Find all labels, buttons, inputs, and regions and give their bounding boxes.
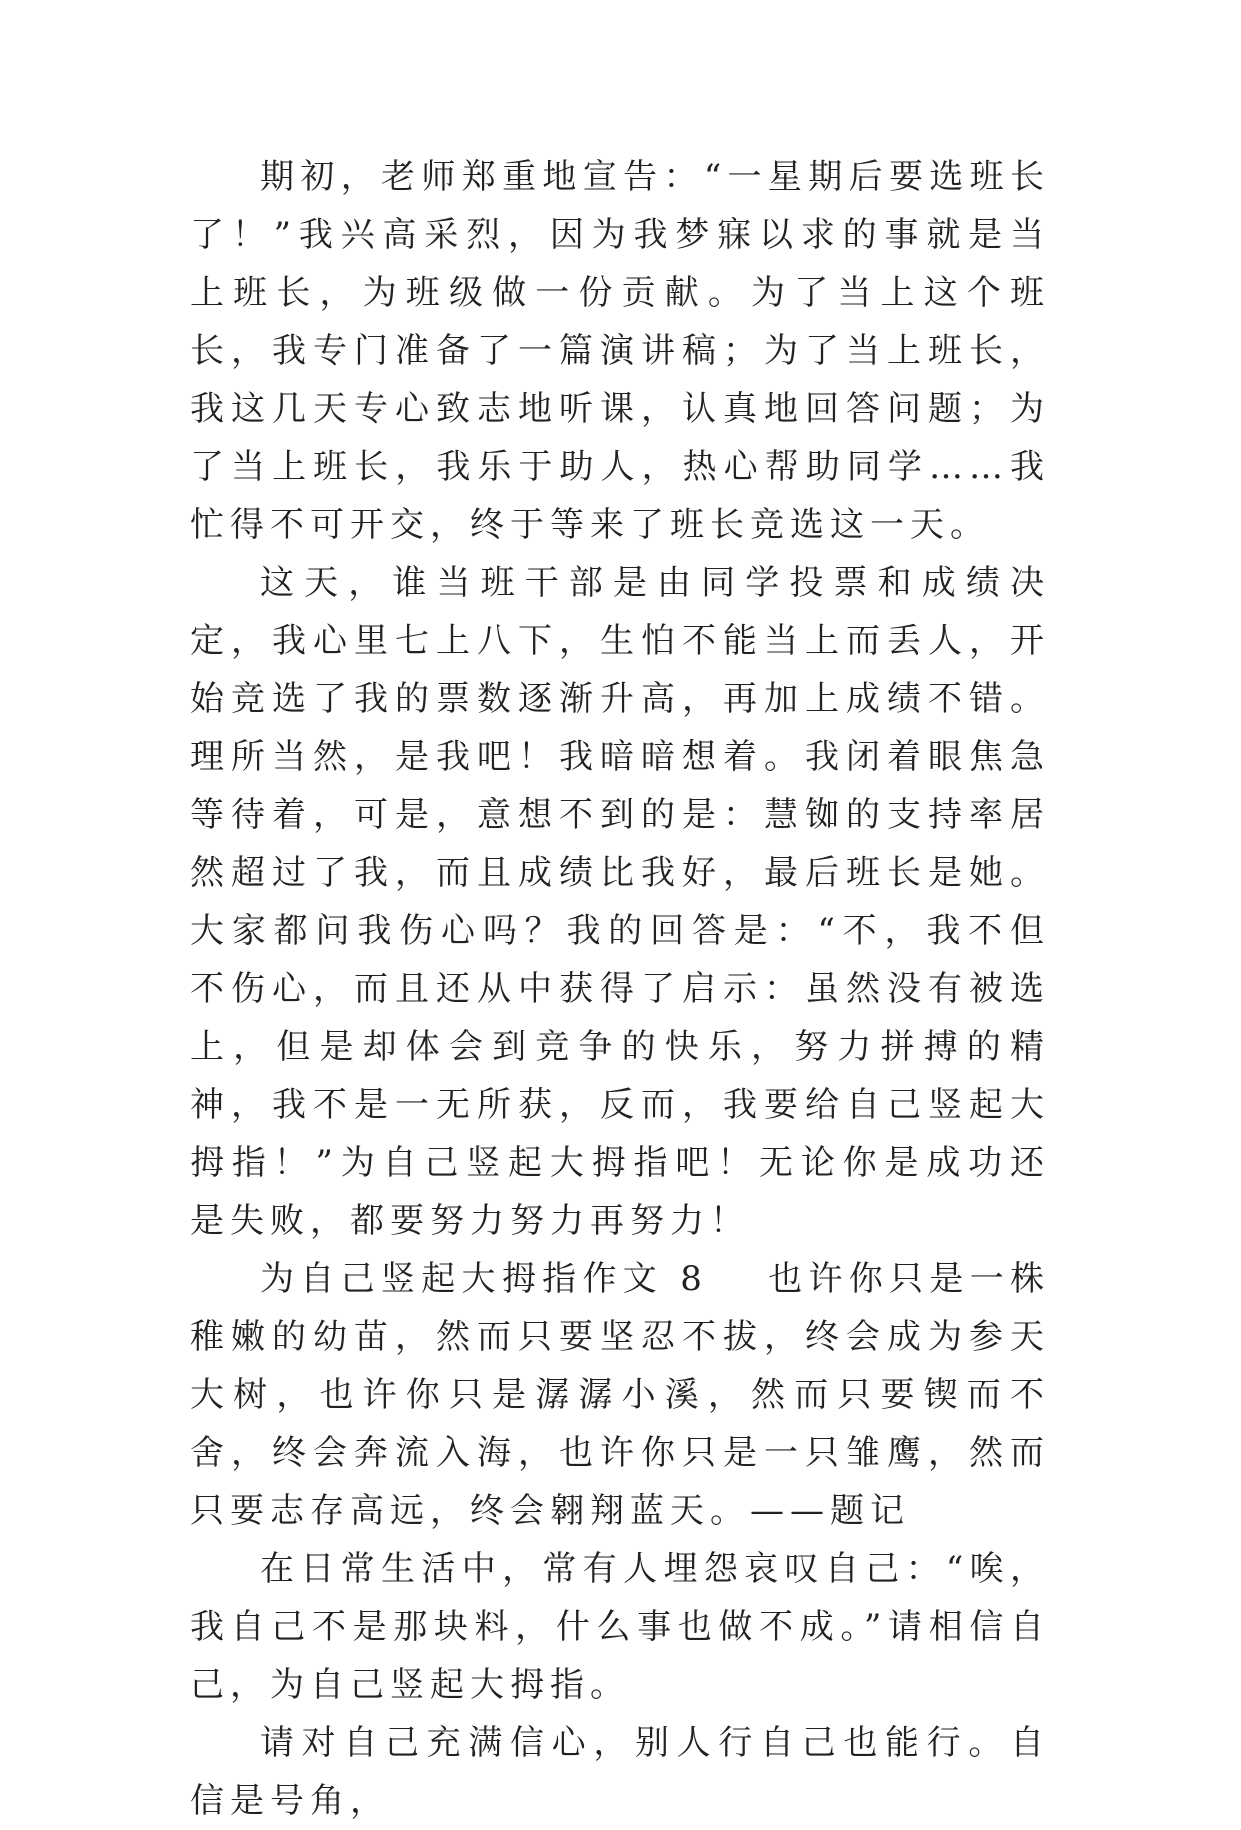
paragraph-confidence: 请对自己充满信心，别人行自己也能行。自信是号角， bbox=[190, 1723, 1050, 1821]
document-body bbox=[190, 148, 1050, 1830]
paragraph-daily-life: 在日常生活中，常有人埋怨哀叹自己：“唉，我自己不是那块料，什么事也做不成。”请相信自己，为自己竖起大拇指。 bbox=[190, 1549, 1050, 1705]
paragraph-section-8 bbox=[190, 1250, 1050, 1540]
paragraph-election-intro: 期初，老师郑重地宣告：“一星期后要选班长了！”我兴高采烈，因为我梦寐以求的事就是当上班长，为班级做一份贡献。为了当上这个班长，我专门准备了一篇演讲稿；为了当上班长，我这几天专心致志地听课，认真地回答问题；为了当上班长，我乐于助人，热心帮助同学……我忙得不可开交，终于等来了班长竞选这一天。 bbox=[190, 157, 1050, 545]
section-epigraph: 也许你只是一株稚嫩的幼苗，然而只要坚忍不拔，终会成为参天大树，也许你只是潺潺小溪，然而只要锲而不舍，终会奔流入海，也许你只是一只雏鹰，然而只要志存高远，终会翱翔蓝天。——题记 bbox=[190, 1259, 1051, 1531]
section-heading: 为自己竖起大拇指作文 8 bbox=[260, 1259, 708, 1299]
paragraph-election-result: 这天，谁当班干部是由同学投票和成绩决定，我心里七上八下，生怕不能当上而丢人，开始竞选了我的票数逐渐升高，再加上成绩不错。理所当然，是我吧！我暗暗想着。我闭着眼焦急等待着，可是，意想不到的是：慧铷的支持率居然超过了我，而且成绩比我好，最后班长是她。大家都问我伤心吗？我的回答是：“不，我不但不伤心，而且还从中获得了启示：虽然没有被选上，但是却体会到竞争的快乐，努力拼搏的精神，我不是一无所获，反而，我要给自己竖起大拇指！”为自己竖起大拇指吧！无论你是成功还是失败，都要努力努力再努力！ bbox=[190, 563, 1050, 1241]
